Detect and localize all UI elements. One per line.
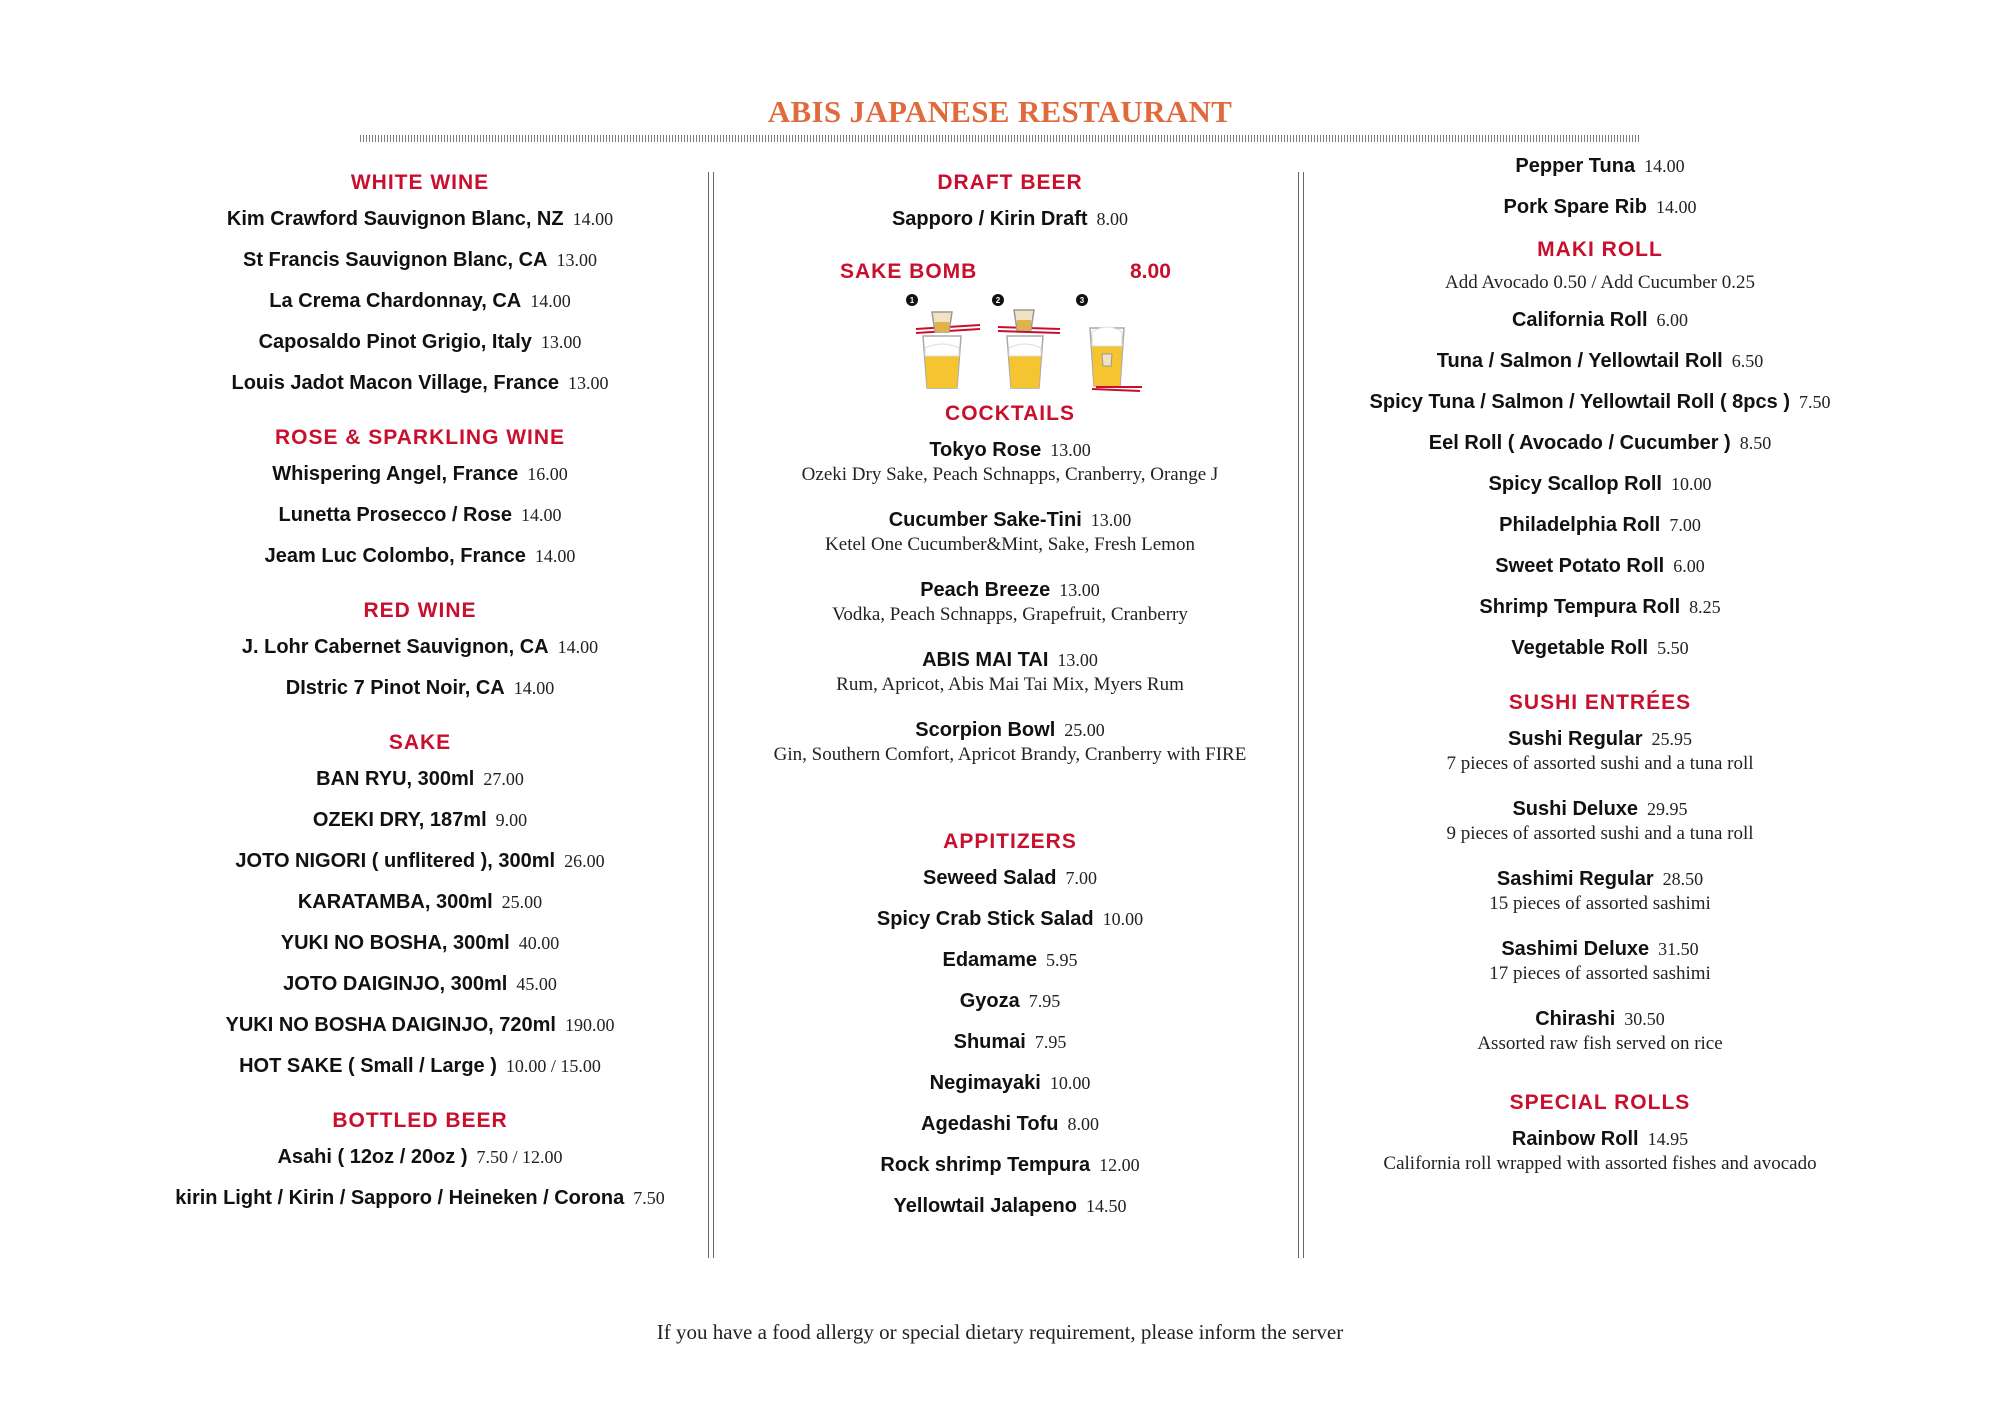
menu-item (720, 1186, 1300, 1227)
item-price: 5.95 (1046, 950, 1078, 970)
item-price: 25.95 (1651, 729, 1692, 749)
menu-column-sushi (1320, 146, 1880, 1217)
item-price: 7.50 (1798, 392, 1831, 412)
menu-item (140, 668, 700, 709)
section-title-white-wine: WHITE WINE (350, 171, 490, 194)
item-price: 190.00 (564, 1015, 615, 1035)
menu-item (1320, 505, 1880, 546)
item-price: 45.00 (516, 974, 557, 994)
item-name: JOTO NIGORI ( unflitered ), 300ml (235, 850, 556, 872)
menu-item (1320, 859, 1880, 929)
item-name: Pork Spare Rib (1503, 196, 1647, 218)
item-description: Ketel One Cucumber&Mint, Sake, Fresh Lemon (825, 534, 1195, 555)
menu-item (140, 1178, 700, 1219)
menu-column-beer-cocktails-appetizers (720, 167, 1300, 1227)
item-name: Asahi ( 12oz / 20oz ) (277, 1146, 468, 1168)
item-price: 13.00 (1090, 510, 1132, 530)
item-name: Spicy Scallop Roll (1488, 473, 1662, 495)
item-name: Sashimi Deluxe (1501, 938, 1650, 960)
menu-item (1320, 382, 1880, 423)
item-description: 17 pieces of assorted sashimi (1489, 963, 1711, 984)
menu-item (720, 199, 1300, 240)
item-name: La Crema Chardonnay, CA (269, 290, 522, 312)
item-price: 8.00 (1096, 209, 1129, 229)
menu-item (720, 899, 1300, 940)
item-name: Spicy Crab Stick Salad (876, 908, 1094, 930)
item-name: Rainbow Roll (1511, 1128, 1639, 1150)
item-description: 15 pieces of assorted sashimi (1489, 893, 1711, 914)
item-price: 25.00 (1064, 720, 1105, 740)
column-divider-left (708, 172, 714, 1258)
item-name: Edamame (942, 949, 1037, 971)
item-price: 13.00 (1057, 650, 1098, 670)
item-price: 14.00 (557, 637, 599, 657)
section-title-red-wine: RED WINE (363, 599, 477, 622)
item-description: California roll wrapped with assorted fishes and avocado (1383, 1153, 1817, 1174)
item-price: 31.50 (1658, 939, 1699, 959)
item-description: Ozeki Dry Sake, Peach Schnapps, Cranberry, Orange J (801, 464, 1219, 485)
item-name: Sashimi Regular (1496, 868, 1654, 890)
item-price: 9.00 (495, 810, 528, 830)
item-price: 7.95 (1034, 1032, 1067, 1052)
item-name: St Francis Sauvignon Blanc, CA (242, 249, 548, 271)
item-price: 29.95 (1647, 799, 1688, 819)
item-description: Rum, Apricot, Abis Mai Tai Mix, Myers Rum (836, 674, 1184, 695)
menu-item (1320, 929, 1880, 999)
item-price: 7.50 / 12.00 (476, 1147, 563, 1167)
item-price: 14.95 (1647, 1129, 1689, 1149)
item-name: Vegetable Roll (1511, 637, 1649, 659)
menu-item (720, 640, 1300, 710)
menu-column-drinks (140, 167, 700, 1219)
item-name: Tokyo Rose (929, 439, 1042, 461)
item-price: 7.00 (1065, 868, 1097, 888)
item-price: 13.00 (1059, 580, 1100, 600)
item-price: 13.00 (556, 250, 597, 270)
item-description: Vodka, Peach Schnapps, Grapefruit, Cranberry (832, 604, 1188, 625)
section-title-bottled-beer: BOTTLED BEER (332, 1109, 508, 1132)
svg-text:2: 2 (995, 296, 1001, 305)
menu-item (140, 964, 700, 1005)
item-price: 25.00 (501, 892, 543, 912)
menu-item (1320, 1119, 1880, 1217)
menu-item (720, 430, 1300, 500)
menu-item (1320, 146, 1880, 187)
section-title-maki-roll: MAKI ROLL (1537, 238, 1663, 261)
item-description: 9 pieces of assorted sushi and a tuna roll (1446, 823, 1754, 844)
svg-text:1: 1 (909, 296, 915, 305)
item-name: HOT SAKE ( Small / Large ) (239, 1055, 497, 1077)
menu-item (140, 1046, 700, 1087)
item-name: DIstric 7 Pinot Noir, CA (285, 677, 505, 699)
menu-item (720, 1022, 1300, 1063)
item-price: 8.25 (1689, 597, 1721, 617)
item-name: Sweet Potato Roll (1495, 555, 1665, 577)
menu-item (720, 1145, 1300, 1186)
item-name: J. Lohr Cabernet Sauvignon, CA (241, 636, 549, 658)
menu-item (1320, 187, 1880, 228)
menu-item (1320, 423, 1880, 464)
item-name: BAN RYU, 300ml (316, 768, 475, 790)
sake-bomb-step-1-icon (906, 294, 980, 388)
item-name: OZEKI DRY, 187ml (312, 809, 487, 831)
menu-item (720, 858, 1300, 899)
sake-bomb-step-3-icon (1076, 294, 1142, 391)
item-name: Peach Breeze (920, 579, 1051, 601)
menu-item (140, 536, 700, 577)
item-name: KARATAMBA, 300ml (297, 891, 493, 913)
item-name: Gyoza (959, 990, 1020, 1012)
item-name: Sushi Regular (1508, 728, 1643, 750)
menu-item (140, 841, 700, 882)
menu-item (1320, 464, 1880, 505)
item-price: 27.00 (483, 769, 524, 789)
item-price: 10.00 (1102, 909, 1144, 929)
item-price: 10.00 / 15.00 (505, 1056, 601, 1076)
menu-item (1320, 999, 1880, 1069)
item-price: 14.00 (530, 291, 571, 311)
item-price: 26.00 (564, 851, 605, 871)
item-price: 14.00 (1644, 156, 1685, 176)
section-title-sake: SAKE (388, 731, 452, 754)
item-price: 12.00 (1099, 1155, 1140, 1175)
menu-item (1320, 546, 1880, 587)
item-price: 28.50 (1662, 869, 1704, 889)
menu-item (1320, 628, 1880, 669)
item-name: California Roll (1511, 309, 1648, 331)
item-price: 30.50 (1624, 1009, 1665, 1029)
menu-item (140, 627, 700, 668)
sake-bomb-price: 8.00 (1130, 260, 1171, 283)
menu-item (720, 1104, 1300, 1145)
item-name: Cucumber Sake-Tini (888, 509, 1082, 531)
section-title-sake-bomb: SAKE BOMB (840, 260, 978, 283)
item-name: Chirashi (1535, 1008, 1616, 1030)
item-price: 10.00 (1049, 1073, 1091, 1093)
item-description: Gin, Southern Comfort, Apricot Brandy, Cranberry with FIRE (773, 744, 1247, 765)
item-price: 7.50 (633, 1188, 665, 1208)
section-title-draft-beer: DRAFT BEER (937, 171, 1083, 194)
allergy-notice: If you have a food allergy or special dietary requirement, please inform the server (656, 1320, 1344, 1344)
item-price: 14.00 (534, 546, 576, 566)
item-name: Sushi Deluxe (1512, 798, 1639, 820)
menu-item (140, 240, 700, 281)
item-name: Spicy Tuna / Salmon / Yellowtail Roll ( 8pcs ) (1369, 391, 1790, 413)
title-underline (360, 135, 1640, 142)
item-description: Assorted raw fish served on rice (1477, 1033, 1723, 1054)
item-name: Negimayaki (929, 1072, 1041, 1094)
item-price: 13.00 (540, 332, 582, 352)
menu-item (140, 363, 700, 404)
item-price: 7.00 (1669, 515, 1701, 535)
item-name: Tuna / Salmon / Yellowtail Roll (1436, 350, 1723, 372)
item-name: Lunetta Prosecco / Rose (278, 504, 512, 526)
item-price: 14.00 (572, 209, 614, 229)
menu-item (1320, 587, 1880, 628)
item-price: 6.00 (1673, 556, 1705, 576)
menu-item (140, 495, 700, 536)
item-name: Philadelphia Roll (1499, 514, 1661, 536)
section-title-rose-sparkling: ROSE & SPARKLING WINE (274, 426, 566, 449)
item-name: Shrimp Tempura Roll (1479, 596, 1681, 618)
item-price: 14.00 (1655, 197, 1697, 217)
item-description: 7 pieces of assorted sushi and a tuna roll (1446, 753, 1754, 774)
item-name: Sapporo / Kirin Draft (891, 208, 1088, 230)
item-name: YUKI NO BOSHA DAIGINJO, 720ml (225, 1014, 556, 1036)
menu-item (720, 1063, 1300, 1104)
item-name: Jeam Luc Colombo, France (264, 545, 526, 567)
menu-item (140, 800, 700, 841)
item-price: 7.95 (1028, 991, 1061, 1011)
item-price: 10.00 (1670, 474, 1712, 494)
item-name: Kim Crawford Sauvignon Blanc, NZ (226, 208, 564, 230)
menu-item (140, 923, 700, 964)
sake-bomb-illustration (720, 292, 1300, 392)
menu-item (1320, 719, 1880, 789)
item-price: 13.00 (568, 373, 609, 393)
item-name: kirin Light / Kirin / Sapporo / Heineken / Corona (175, 1187, 625, 1209)
item-name: Shumai (953, 1031, 1026, 1053)
menu-item (140, 759, 700, 800)
item-price: 14.50 (1085, 1196, 1127, 1216)
menu-item (140, 454, 700, 495)
menu-item (140, 1137, 700, 1178)
item-name: Pepper Tuna (1515, 155, 1636, 177)
item-price: 14.00 (520, 505, 562, 525)
menu-item (140, 882, 700, 923)
menu-item (720, 981, 1300, 1022)
menu-item (720, 570, 1300, 640)
item-price: 14.00 (513, 678, 555, 698)
menu-item (140, 322, 700, 363)
maki-addon-note: Add Avocado 0.50 / Add Cucumber 0.25 (1445, 272, 1755, 293)
menu-item (1320, 789, 1880, 859)
restaurant-title: ABIS JAPANESE RESTAURANT (767, 94, 1233, 129)
item-name: Rock shrimp Tempura (880, 1154, 1091, 1176)
menu-item (720, 500, 1300, 570)
item-name: Eel Roll ( Avocado / Cucumber ) (1428, 432, 1731, 454)
sake-bomb-header (720, 252, 1300, 292)
item-price: 40.00 (518, 933, 560, 953)
sake-bomb-step-2-icon (992, 294, 1060, 388)
item-name: Agedashi Tofu (921, 1113, 1059, 1135)
menu-item (140, 199, 700, 240)
menu-item (1320, 341, 1880, 382)
section-title-appetizers: APPITIZERS (943, 830, 1077, 853)
item-name: Scorpion Bowl (915, 719, 1056, 741)
menu-item (140, 1005, 700, 1046)
menu-item (720, 940, 1300, 981)
item-price: 6.50 (1731, 351, 1764, 371)
section-title-cocktails: COCKTAILS (945, 402, 1075, 425)
item-price: 16.00 (527, 464, 568, 484)
item-name: ABIS MAI TAI (922, 649, 1049, 671)
item-name: Louis Jadot Macon Village, France (231, 372, 559, 394)
item-price: 8.50 (1739, 433, 1772, 453)
item-name: Caposaldo Pinot Grigio, Italy (258, 331, 532, 353)
menu-item (1320, 300, 1880, 341)
section-title-sushi-entrees: SUSHI ENTRÉES (1508, 691, 1692, 714)
item-price: 5.50 (1657, 638, 1689, 658)
sake-bomb-steps-icon (720, 292, 1300, 392)
item-name: Seweed Salad (923, 867, 1057, 889)
section-title-special-rolls: SPECIAL ROLLS (1509, 1091, 1691, 1114)
item-name: YUKI NO BOSHA, 300ml (280, 932, 510, 954)
menu-item (140, 281, 700, 322)
item-price: 6.00 (1656, 310, 1689, 330)
menu-item (720, 710, 1300, 808)
item-name: JOTO DAIGINJO, 300ml (283, 973, 508, 995)
item-price: 13.00 (1050, 440, 1091, 460)
svg-text:3: 3 (1079, 296, 1085, 305)
item-name: Yellowtail Jalapeno (893, 1195, 1077, 1217)
item-price: 8.00 (1067, 1114, 1099, 1134)
item-name: Whispering Angel, France (272, 463, 519, 485)
